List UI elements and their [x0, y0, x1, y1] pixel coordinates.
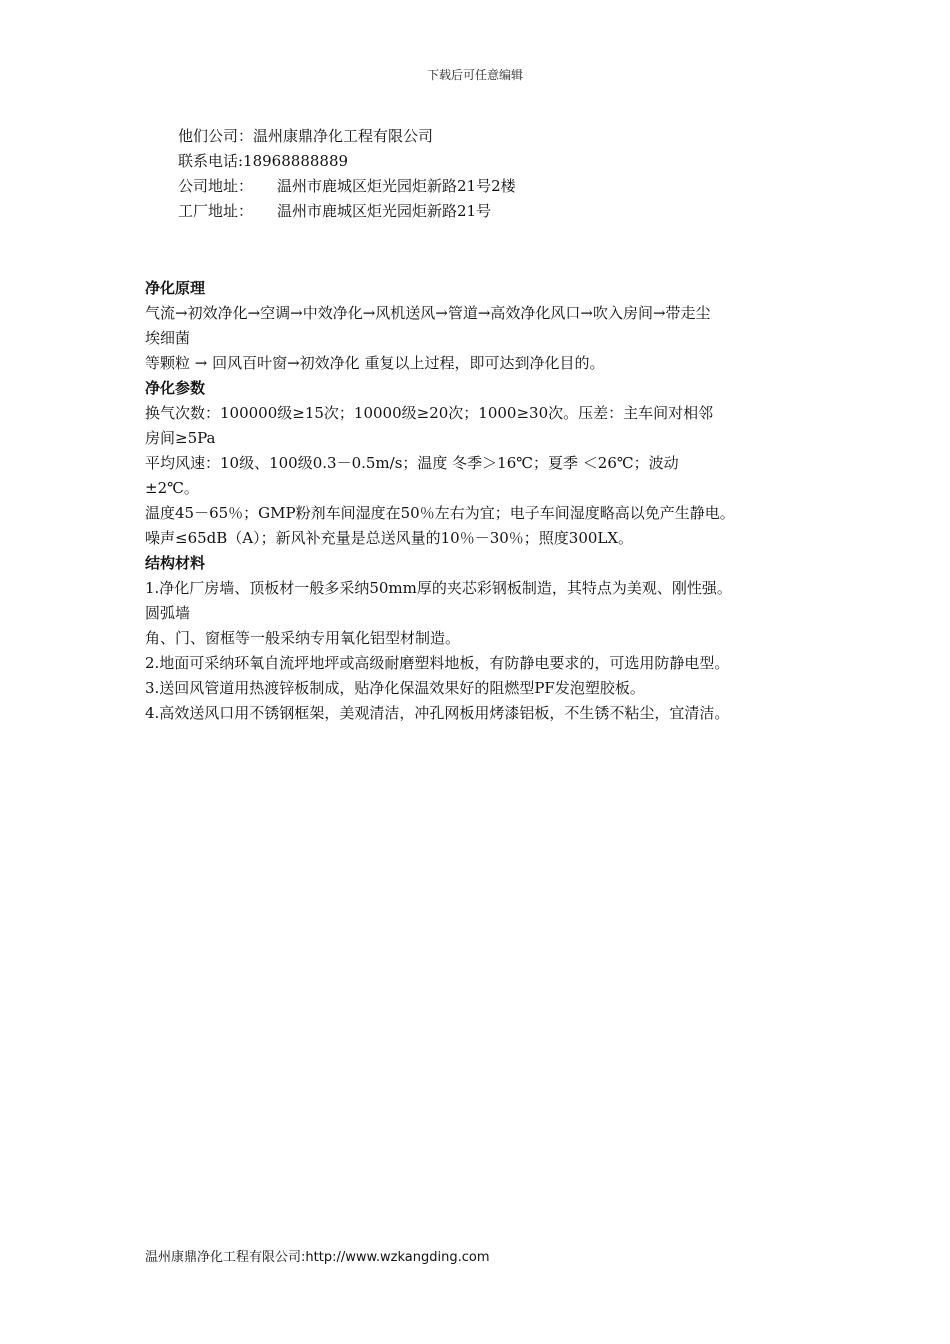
address-value: 温州市鹿城区炬光园炬新路21号2楼 — [277, 177, 516, 195]
phone-line: 联系电话:18968888889 — [178, 152, 349, 170]
parameters-line: 噪声≤65dB（A）；新风补充量是总送风量的10％－30％；照度300LX。 — [145, 529, 634, 547]
materials-line: 3.送回风管道用热渡锌板制成，贴净化保温效果好的阻燃型PF发泡塑胶板。 — [145, 679, 645, 697]
section-title-principle: 净化原理 — [145, 279, 206, 297]
factory-value: 温州市鹿城区炬光园炬新路21号 — [277, 202, 492, 220]
address-label: 公司地址： — [178, 177, 254, 195]
document-body — [145, 276, 825, 726]
principle-line: 埃细菌 — [145, 329, 191, 347]
materials-line: 角、门、窗框等一般采纳专用氧化铝型材制造。 — [145, 629, 461, 647]
parameters-line: 温度45－65％；GMP粉剂车间湿度在50％左右为宜；电子车间湿度略高以免产生静电。 — [145, 504, 735, 522]
address-line — [178, 174, 516, 199]
principle-line: 等颗粒 → 回风百叶窗→初效净化 重复以上过程，即可达到净化目的。 — [145, 354, 605, 372]
parameters-line: 平均风速：10级、100级0.3－0.5m/s；温度 冬季＞16℃；夏季 ＜26℃；波动 — [145, 454, 679, 472]
parameters-line: ±2℃。 — [145, 479, 199, 497]
materials-line: 圆弧墙 — [145, 604, 191, 622]
parameters-line: 换气次数：100000级≥15次；10000级≥20次；1000≥30次。压差：主车间对相邻 — [145, 404, 714, 422]
parameters-line: 房间≥5Pa — [145, 429, 216, 447]
factory-label: 工厂地址： — [178, 202, 254, 220]
section-title-parameters: 净化参数 — [145, 379, 206, 397]
page-footer: 温州康鼎净化工程有限公司:http://www.wzkangding.com — [145, 1250, 490, 1265]
factory-line — [178, 199, 516, 224]
page-header: 下载后可任意编辑 — [426, 68, 523, 82]
company-line: 他们公司：温州康鼎净化工程有限公司 — [178, 127, 434, 145]
contact-block — [178, 124, 516, 224]
section-title-materials: 结构材料 — [145, 554, 206, 572]
materials-line: 2.地面可采纳环氧自流坪地坪或高级耐磨塑料地板，有防静电要求的，可选用防静电型。 — [145, 654, 730, 672]
materials-line: 1.净化厂房墙、顶板材一般多采纳50mm厚的夹芯彩钢板制造，其特点为美观、刚性强。 — [145, 579, 732, 597]
materials-line: 4.高效送风口用不锈钢框架，美观清洁，冲孔网板用烤漆铝板，不生锈不粘尘，宜清洁。 — [145, 704, 730, 722]
principle-line: 气流→初效净化→空调→中效净化→风机送风→管道→高效净化风口→吹入房间→带走尘 — [145, 304, 711, 322]
